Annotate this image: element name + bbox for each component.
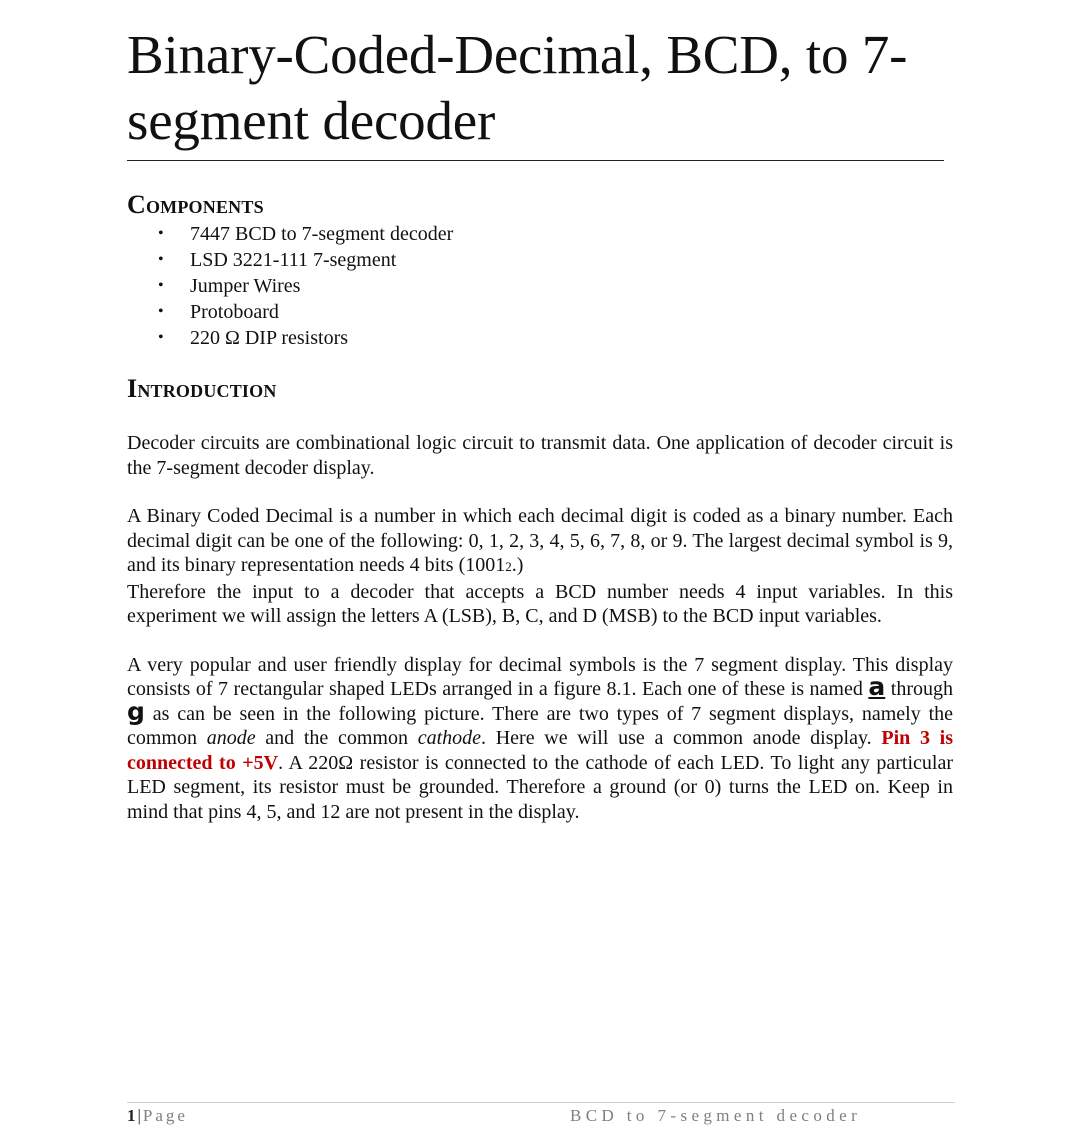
page-number-label [127, 1106, 188, 1126]
list-item [127, 221, 953, 247]
bcd-text: A Binary Coded Decimal is a number in which each decimal digit is coded as a binary number. Each decimal digit can be one of the following: 0, 1, 2, 3, 4, 5, 6, 7, 8, or 9. The largest decimal symbol is 9, and its binary representation needs 4 bits (1001 [127, 505, 953, 576]
list-item [127, 299, 953, 325]
list-item-label: Jumper Wires [190, 275, 301, 297]
page-word: Page [142, 1106, 188, 1125]
pin3-warning: Pin 3 is connected to +5V [127, 727, 953, 774]
bullet-icon: • [158, 225, 164, 242]
bullet-icon: • [158, 329, 164, 346]
bullet-icon: • [158, 251, 164, 268]
display-text-1: A very popular and user friendly display for decimal symbols is the 7 segment display. This display consists of 7 rectangular shaped LEDs arranged in a figure 8.1. Each one of these is named [127, 653, 953, 700]
display-text-2: through [885, 678, 954, 700]
page-number: 1 [127, 1106, 138, 1125]
display-text-5: . Here we will use a common anode display. [481, 727, 882, 749]
list-item-label: 220 Ω DIP resistors [190, 327, 349, 349]
list-item-label: Protoboard [190, 301, 279, 323]
components-list [127, 221, 953, 351]
intro-paragraph-bcd [127, 504, 953, 580]
list-item [127, 247, 953, 273]
segment-letter-g: g [127, 696, 145, 726]
segment-letter-a: a [868, 672, 886, 701]
intro-paragraph-decoder: Decoder circuits are combinational logic circuit to transmit data. One application of decoder circuit is the 7-segment decoder display. [127, 432, 953, 479]
list-item [127, 273, 953, 299]
footer-doc-title: BCD to 7-segment decoder [570, 1106, 862, 1125]
bullet-icon: • [158, 277, 164, 294]
page-title: Binary-Coded-Decimal, BCD, to 7-segment decoder [127, 0, 944, 161]
document-page [127, 0, 953, 824]
display-text-3: as can be seen in the following picture. There are two types of 7 segment displays, namely the common [127, 702, 953, 749]
intro-paragraph-display [127, 653, 953, 825]
binary-subscript: 2 [505, 559, 512, 574]
components-heading: Components [127, 190, 264, 219]
page-footer [127, 1102, 955, 1133]
footer-separator: | [137, 1106, 143, 1125]
list-item [127, 325, 953, 351]
cathode-term: cathode [417, 727, 482, 749]
list-item-label: LSD 3221-111 7-segment [190, 249, 397, 271]
bcd-text-end: .) [511, 554, 524, 576]
bullet-icon: • [158, 303, 164, 320]
introduction-heading: Introduction [127, 374, 277, 403]
intro-paragraph-inputs: Therefore the input to a decoder that accepts a BCD number needs 4 input variables. In this experiment we will assign the letters A (LSB), B, C, and D (MSB) to the BCD input variables. [127, 580, 953, 627]
anode-term: anode [206, 727, 256, 749]
display-text-6: . A 220Ω resistor is connected to the cathode of each LED. To light any particular LED segment, its resistor must be grounded. Therefore a ground (or 0) turns the LED on. Keep in mind that pins 4, 5, and 12 are not present in the display. [127, 751, 953, 823]
list-item-label: 7447 BCD to 7-segment decoder [190, 223, 454, 245]
display-text-4: and the common [255, 727, 418, 749]
